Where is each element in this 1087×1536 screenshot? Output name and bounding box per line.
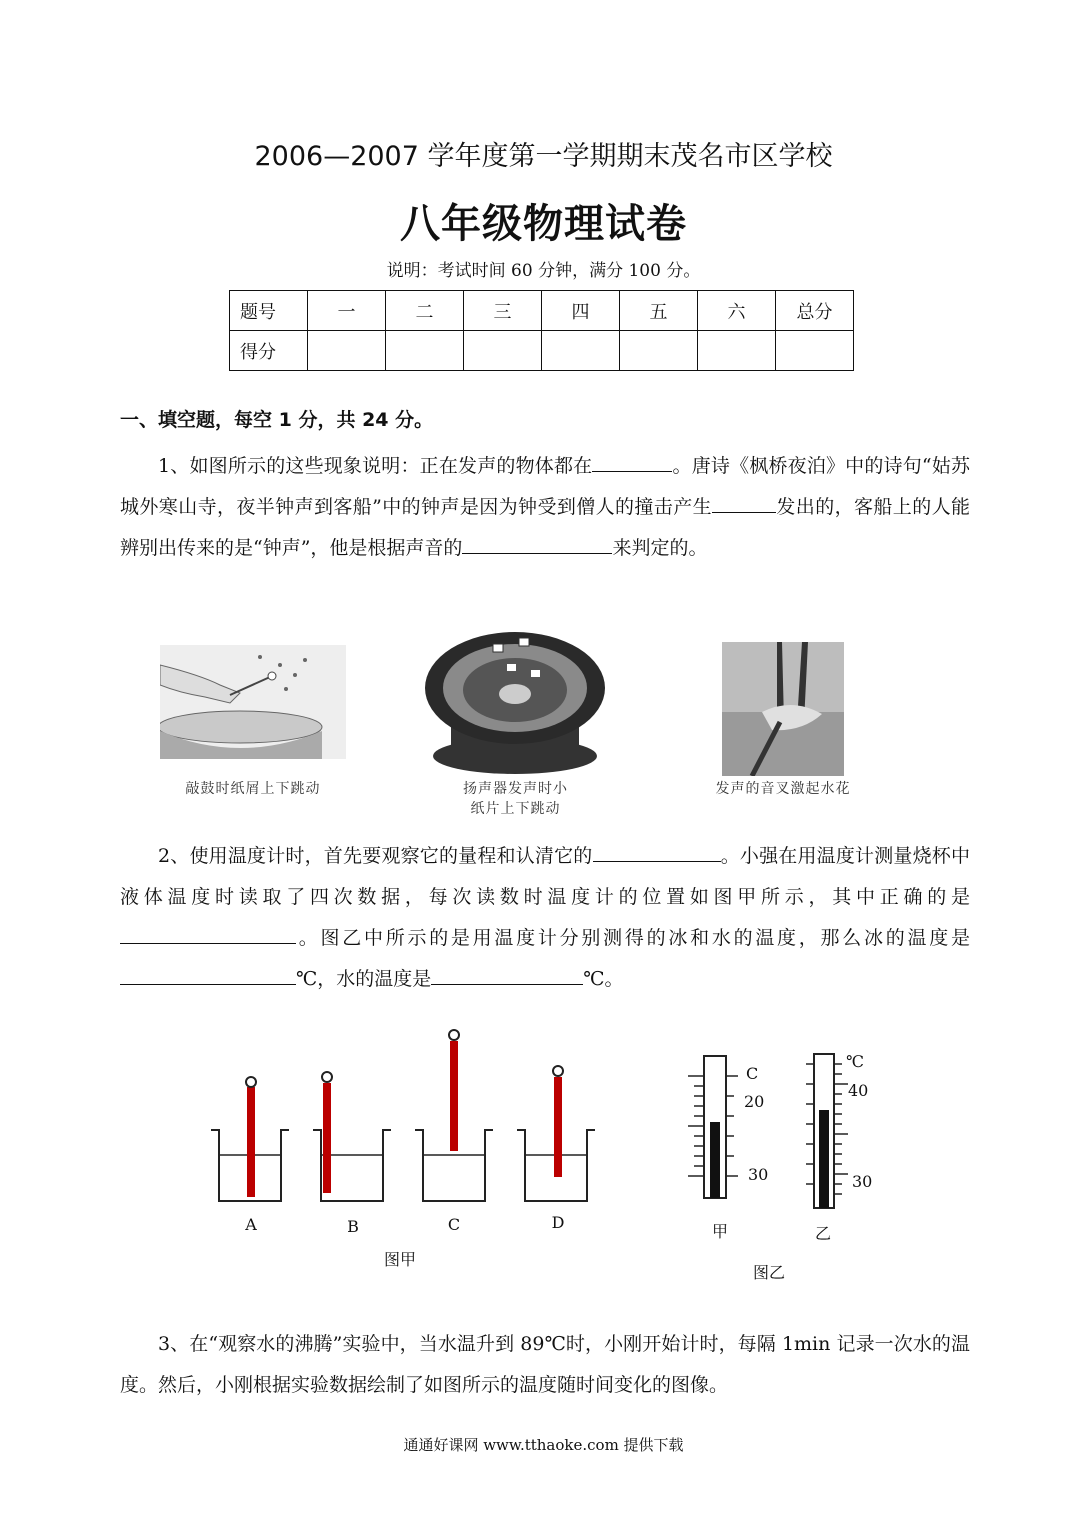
- caption-drum: 敲鼓时纸屑上下跳动: [185, 781, 321, 797]
- answer-blank[interactable]: [462, 533, 612, 554]
- exam-main-title: 八年级物理试卷: [400, 201, 687, 247]
- q1-text-4: 来判定的。: [612, 537, 708, 559]
- answer-blank[interactable]: [120, 964, 296, 985]
- q2-text-4: ℃，水的温度是: [296, 968, 432, 990]
- beaker-figure: [205, 1025, 615, 1210]
- thermo-right-bottom: 30: [852, 1172, 873, 1191]
- q1-text-3: 发出的，客船上的人能辨别出传来的是“钟声”，他是根据声音的: [120, 496, 970, 559]
- figure-b-caption: 图乙: [752, 1263, 785, 1282]
- beaker-b: [313, 1072, 391, 1201]
- thermometer-right: [806, 1052, 852, 1210]
- drum-image: [160, 645, 346, 759]
- exam-title: 2006—2007 学年度第一学期期末茂名市区学校: [254, 141, 833, 172]
- score-cell[interactable]: [308, 331, 386, 371]
- thermo-left-bottom: 30: [748, 1165, 769, 1184]
- score-cell[interactable]: [464, 331, 542, 371]
- table-cell: 六: [698, 291, 776, 331]
- q1-text-2: 。唐诗《枫桥夜泊》中的诗句“姑苏城外寒山寺，夜半钟声到客船”中的钟声是因为钟受到僧人的撞击产生: [120, 455, 971, 518]
- score-table: [229, 290, 854, 371]
- q2-text-1: 2、使用温度计时，首先要观察它的量程和认清它的: [158, 845, 593, 867]
- figure-a-caption: 图甲: [383, 1250, 416, 1269]
- section-heading: 一、填空题，每空 1 分，共 24 分。: [120, 409, 434, 431]
- answer-blank[interactable]: [120, 923, 296, 944]
- table-cell: 一: [308, 291, 386, 331]
- beaker-c: [415, 1030, 493, 1201]
- question-1: [120, 446, 970, 569]
- table-cell: 四: [542, 291, 620, 331]
- answer-blank[interactable]: [592, 451, 672, 472]
- beaker-label-d: D: [551, 1213, 565, 1232]
- beaker-d: [517, 1066, 595, 1201]
- thermometer-left: [688, 1052, 744, 1202]
- table-cell: 总分: [776, 291, 854, 331]
- table-cell: 五: [620, 291, 698, 331]
- question-3: [120, 1324, 970, 1406]
- thermo-left-label: 甲: [711, 1222, 728, 1241]
- thermo-left-unit: C: [746, 1064, 759, 1083]
- question-2: [120, 836, 970, 1000]
- beaker-label-a: A: [245, 1215, 257, 1234]
- table-cell: 三: [464, 291, 542, 331]
- score-table-score-row: [230, 331, 854, 371]
- score-cell[interactable]: [620, 331, 698, 371]
- table-cell: 得分: [230, 331, 308, 371]
- answer-blank[interactable]: [712, 492, 776, 513]
- thermo-right-label: 乙: [814, 1224, 831, 1243]
- q1-text-1: 1、如图所示的这些现象说明：正在发声的物体都在: [158, 455, 593, 477]
- footer: 通通好课网 www.tthaoke.com 提供下载: [403, 1436, 684, 1454]
- beaker-label-b: B: [347, 1217, 359, 1236]
- caption-fork: 发声的音叉激起水花: [715, 781, 851, 797]
- thermo-right-unit: ℃: [846, 1052, 864, 1071]
- q2-text-3: 。图乙中所示的是用温度计分别测得的冰和水的温度，那么冰的温度是: [296, 927, 970, 949]
- caption-speaker-2: 纸片上下跳动: [470, 801, 561, 817]
- caption-speaker-1: 扬声器发声时小: [463, 781, 568, 797]
- score-cell[interactable]: [698, 331, 776, 371]
- tuning-fork-image: [722, 642, 844, 776]
- exam-note: 说明：考试时间 60 分钟，满分 100 分。: [386, 261, 701, 281]
- thermo-left-top: 20: [744, 1092, 765, 1111]
- speaker-image: [423, 626, 608, 781]
- beaker-a: [211, 1077, 289, 1201]
- score-cell[interactable]: [776, 331, 854, 371]
- score-cell[interactable]: [386, 331, 464, 371]
- beaker-label-c: C: [447, 1215, 461, 1234]
- answer-blank[interactable]: [431, 964, 583, 985]
- q2-text-5: ℃。: [583, 968, 624, 990]
- score-table-header-row: [230, 291, 854, 331]
- thermo-right-top: 40: [848, 1081, 869, 1100]
- score-cell[interactable]: [542, 331, 620, 371]
- table-cell: 题号: [230, 291, 308, 331]
- answer-blank[interactable]: [593, 841, 721, 862]
- q2-text-2: 。小强在用温度计测量烧杯中液体温度时读取了四次数据，每次读数时温度计的位置如图甲所示，其中正确的是: [120, 845, 970, 908]
- q3-text: 3、在“观察水的沸腾”实验中，当水温升到 89℃时，小刚开始计时，每隔 1min 记录一次水的温度。然后，小刚根据实验数据绘制了如图所示的温度随时间变化的图像。: [120, 1333, 970, 1396]
- table-cell: 二: [386, 291, 464, 331]
